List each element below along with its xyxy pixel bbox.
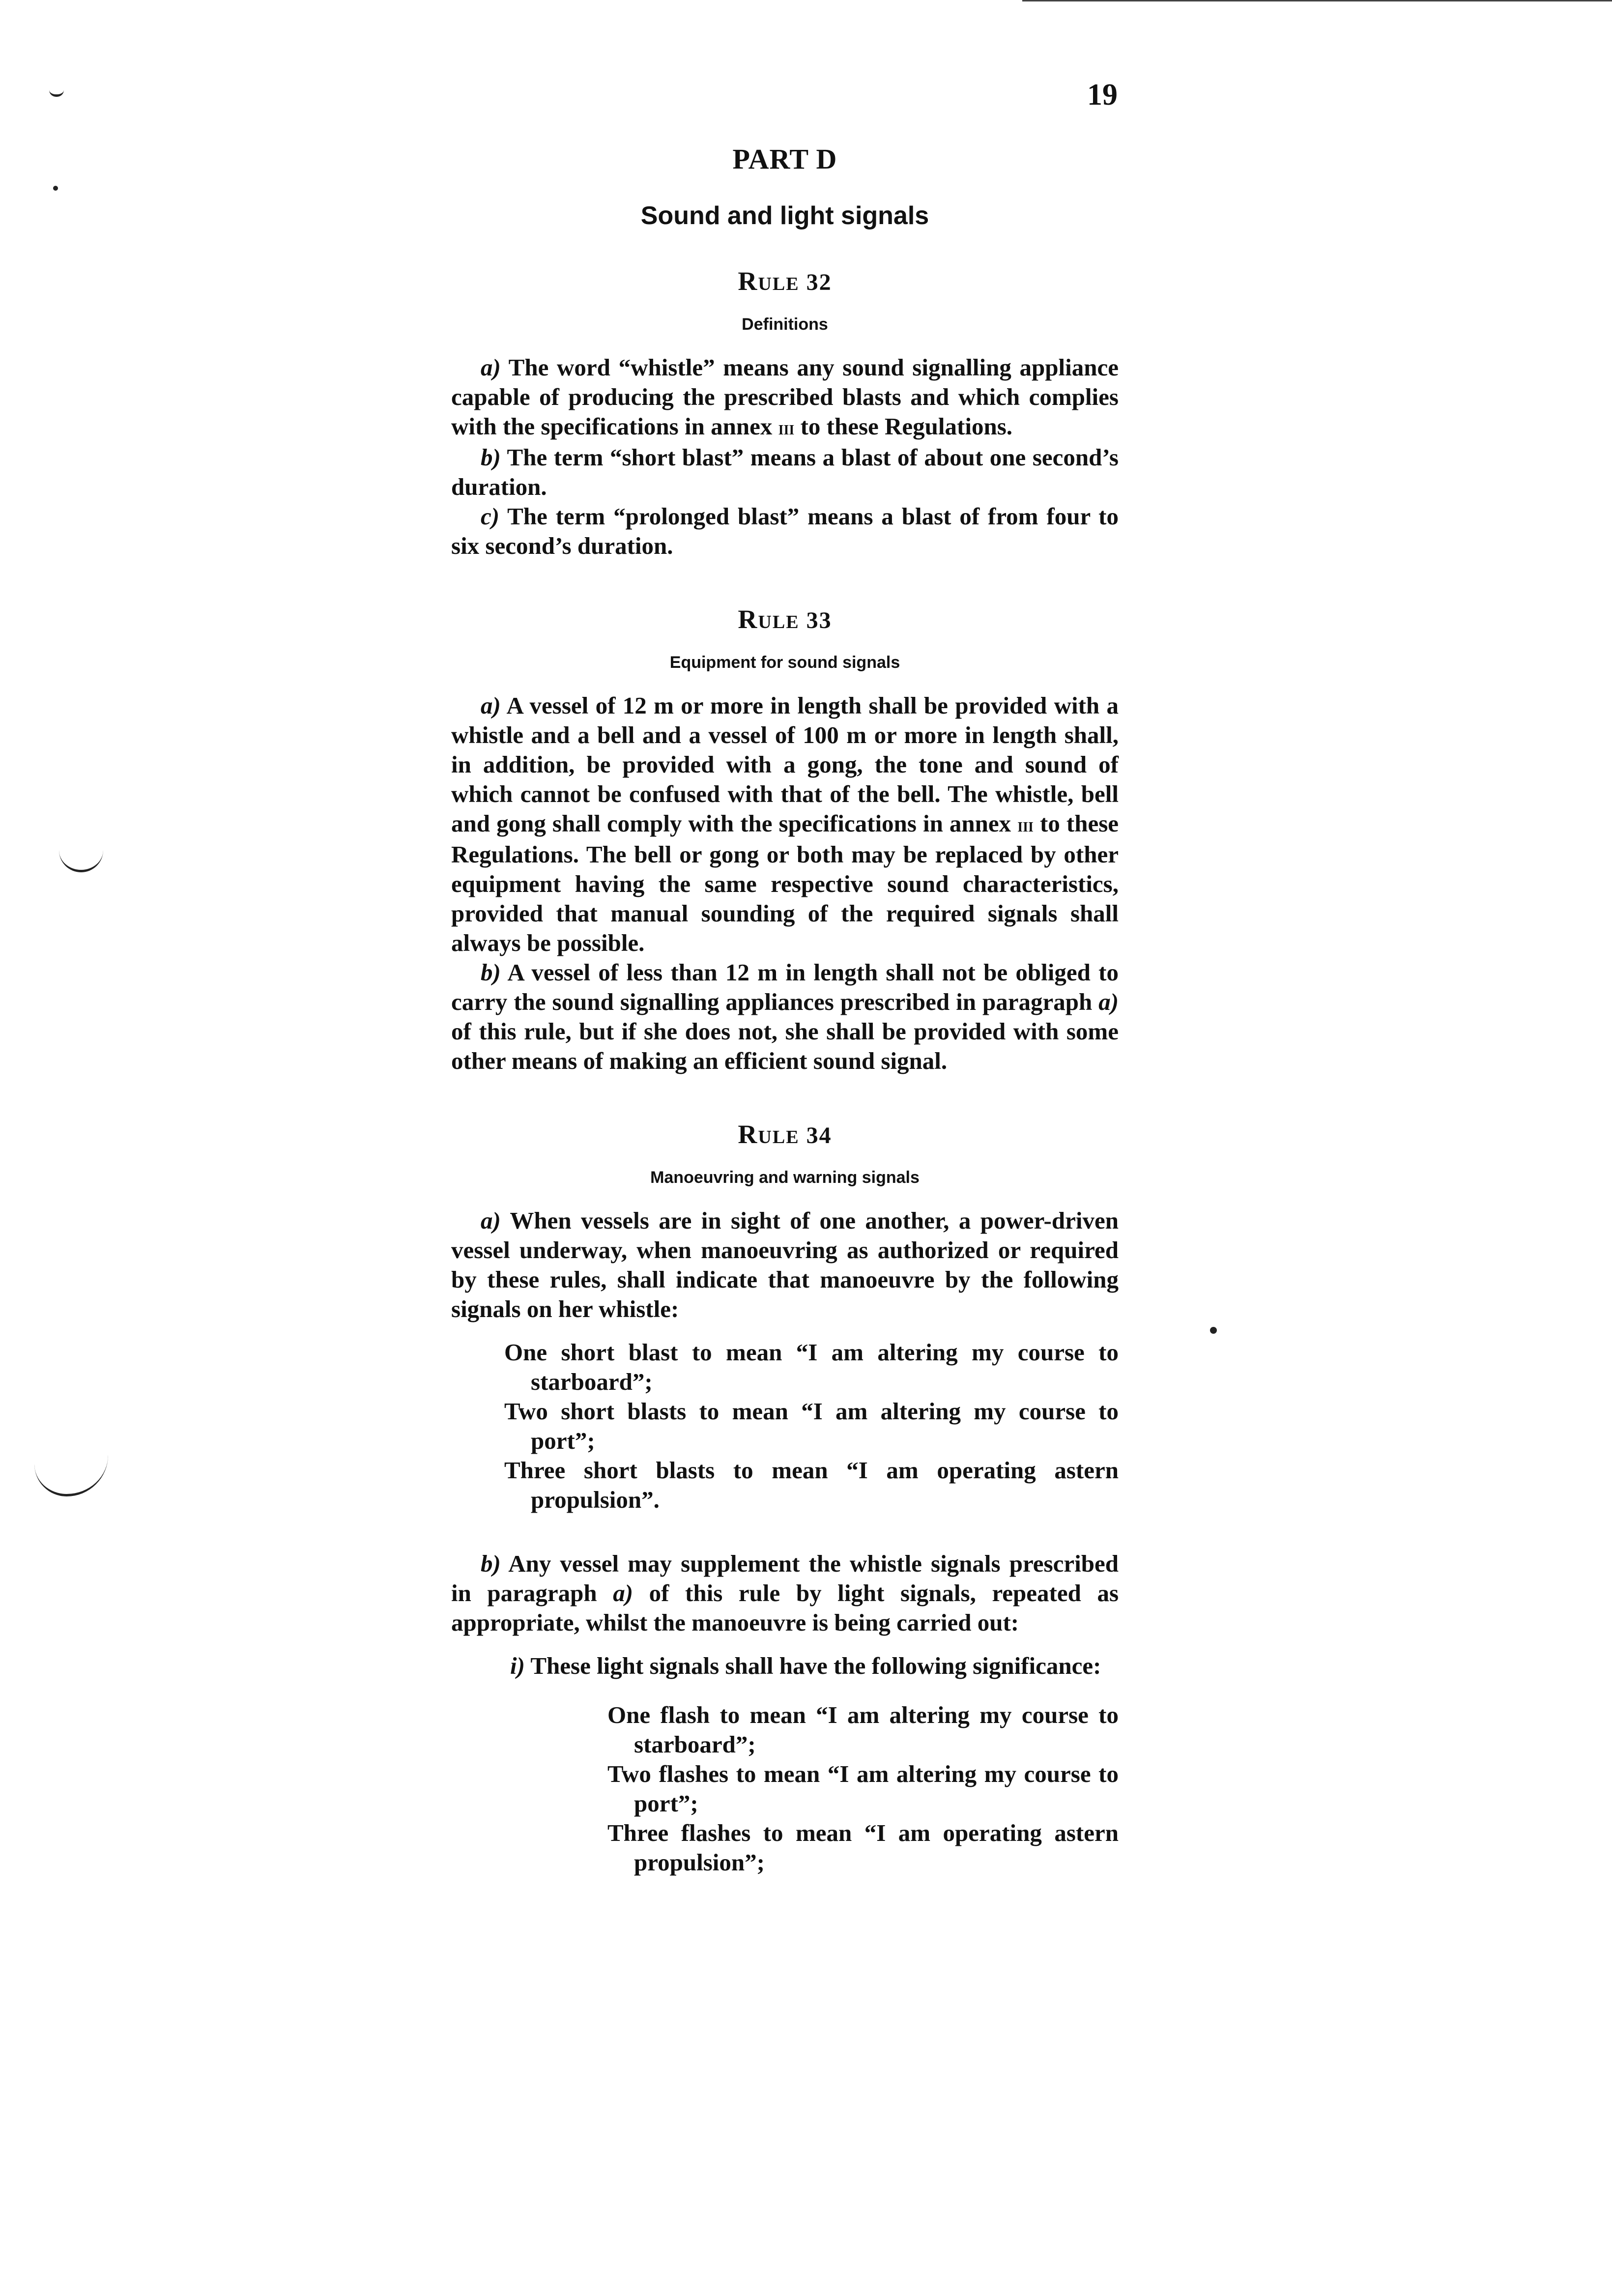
margin-mark-3 — [34, 1455, 108, 1496]
text-column — [451, 143, 1119, 1877]
margin-mark-2 — [59, 835, 103, 872]
paragraph-text: to these Regulations. The bell or gong or both may be replaced by other equipment having the same respective sound characteristics, provided that manual sounding of the required signals shall always be possible. — [451, 810, 1119, 956]
rule-32-heading — [451, 266, 1119, 296]
list-item: One flash to mean “I am altering my course to starboard”; — [607, 1701, 1119, 1758]
list-item: One short blast to mean “I am altering my course to starboard”; — [504, 1339, 1119, 1395]
rule-number: 32 — [806, 269, 832, 295]
paragraph-text: of this rule by light signals, repeated as appropriate, whilst the manoeuvre is being carried out: — [451, 1579, 1119, 1636]
page-number: 19 — [1087, 78, 1118, 112]
rule-word: Rule — [738, 266, 800, 296]
paragraph-mark: b) — [481, 1550, 501, 1577]
paragraph-reference: a) — [613, 1579, 633, 1607]
paragraph-mark: c) — [481, 503, 500, 530]
subparagraph-mark: i) — [510, 1652, 525, 1679]
light-signal-list — [607, 1700, 1119, 1877]
rule-number: 33 — [806, 607, 832, 633]
part-subtitle: Sound and light signals — [640, 201, 929, 230]
margin-speck-1 — [53, 186, 58, 191]
list-item: Three short blasts to mean “I am operating astern propulsion”. — [504, 1457, 1119, 1513]
part-title: PART D — [732, 143, 837, 175]
rule-33-heading — [451, 604, 1119, 634]
rule-32-subheading: Definitions — [742, 315, 828, 334]
list-item: Three flashes to mean “I am operating astern propulsion”; — [607, 1819, 1119, 1876]
margin-mark-1 — [49, 84, 64, 97]
rule-34-heading — [451, 1119, 1119, 1149]
rule-number: 34 — [806, 1122, 832, 1148]
rule-34-subheading: Manoeuvring and warning signals — [650, 1168, 920, 1187]
annex-numeral: iii — [778, 417, 795, 439]
annex-numeral: iii — [1017, 814, 1034, 836]
rule-32 — [451, 266, 1119, 561]
rule-32-paragraph-b — [451, 443, 1119, 502]
list-item: Two short blasts to mean “I am altering my course to port”; — [504, 1398, 1119, 1454]
paragraph-text: Any vessel may supplement the whistle signals prescribed in paragraph — [451, 1550, 1119, 1607]
paragraph-mark: a) — [481, 692, 501, 719]
rule-32-paragraph-c — [451, 502, 1119, 561]
rule-34-subparagraph-i — [510, 1651, 1119, 1681]
paragraph-text: to these Regulations. — [800, 413, 1013, 440]
margin-speck-2 — [1210, 1327, 1217, 1334]
rule-34-paragraph-a — [451, 1206, 1119, 1324]
whistle-signal-list — [504, 1338, 1119, 1515]
rule-33-subheading: Equipment for sound signals — [669, 653, 900, 672]
rule-33-paragraph-a — [451, 691, 1119, 958]
paragraph-text: A vessel of less than 12 m in length shall not be obliged to carry the sound signalling appliances prescribed in paragraph — [451, 959, 1119, 1015]
paragraph-mark: a) — [481, 354, 501, 381]
paragraph-mark: a) — [481, 1207, 501, 1234]
paragraph-mark: b) — [481, 959, 501, 986]
paragraph-reference: a) — [1098, 988, 1119, 1015]
scan-edge-line — [1022, 0, 1612, 1]
paragraph-text: A vessel of 12 m or more in length shall be provided with a whistle and a bell and a vessel of 100 m or more in length shall, in addition, be provided with a gong, the tone and sound of which cannot be confused with that of the bell. The whistle, bell and gong shall comply with the specifications in annex — [451, 692, 1119, 837]
rule-32-paragraph-a — [451, 353, 1119, 443]
paragraph-text: The word “whistle” means any sound signalling appliance capable of producing the prescribed blasts and which complies with the specifications in annex — [451, 354, 1119, 440]
rule-34-paragraph-b — [451, 1549, 1119, 1637]
rule-33-paragraph-b — [451, 958, 1119, 1076]
subparagraph-text: These light signals shall have the following significance: — [530, 1652, 1101, 1679]
paragraph-text: The term “prolonged blast” means a blast of from four to six second’s duration. — [451, 503, 1119, 559]
paragraph-text: The term “short blast” means a blast of about one second’s duration. — [451, 444, 1119, 500]
paragraph-text: of this rule, but if she does not, she shall be provided with some other means of making an efficient sound signal. — [451, 1018, 1119, 1074]
rule-34 — [451, 1119, 1119, 1877]
rule-word: Rule — [738, 1119, 800, 1149]
paragraph-mark: b) — [481, 444, 501, 471]
list-item: Two flashes to mean “I am altering my course to port”; — [607, 1760, 1119, 1817]
rule-word: Rule — [738, 604, 800, 634]
paragraph-text: When vessels are in sight of one another, a power-driven vessel underway, when manoeuvring as authorized or required by these rules, shall indicate that manoeuvre by the following signals on her whistle: — [451, 1207, 1119, 1322]
rule-33 — [451, 604, 1119, 1076]
